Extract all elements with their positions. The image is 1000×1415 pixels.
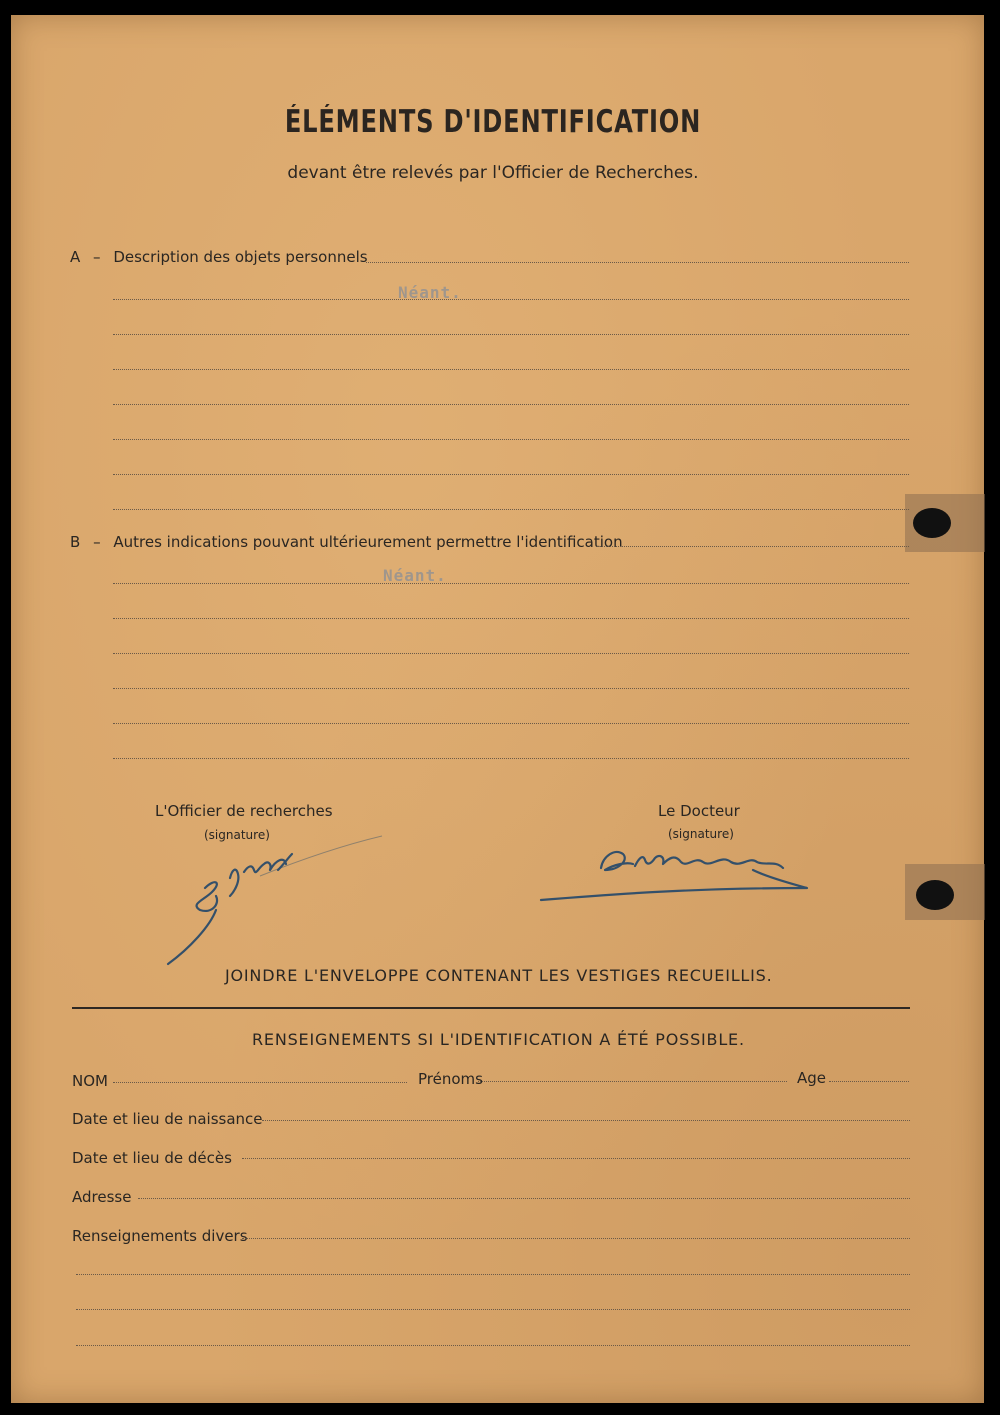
- section-b-letter: B: [70, 533, 81, 551]
- divers-field[interactable]: [76, 1345, 910, 1346]
- doctor-title: Le Docteur: [658, 802, 740, 820]
- section-a-letter: A: [70, 248, 81, 266]
- divers-field[interactable]: [242, 1238, 910, 1239]
- section-divider: [72, 1007, 910, 1009]
- section-a-line: [113, 404, 909, 405]
- divers-label: Renseignements divers: [72, 1227, 248, 1245]
- section-b-line: [113, 653, 909, 654]
- section-a-line: [113, 299, 909, 300]
- section-a-line: [113, 474, 909, 475]
- doctor-signature-note: (signature): [668, 827, 734, 841]
- section-a-dash: –: [93, 248, 101, 266]
- identification-heading: RENSEIGNEMENTS SI L'IDENTIFICATION A ÉTÉ POSSIBLE.: [252, 1030, 745, 1049]
- page-subtitle: devant être relevés par l'Officier de Recherches.: [287, 163, 699, 183]
- punch-hole-bottom: [916, 880, 954, 910]
- punch-hole-top: [913, 508, 951, 538]
- adresse-label: Adresse: [72, 1188, 132, 1206]
- section-b-heading: [70, 533, 623, 551]
- section-a-label: Description des objets personnels: [113, 248, 368, 266]
- section-b-line: [113, 618, 909, 619]
- page-title: ÉLÉMENTS D'IDENTIFICATION: [284, 104, 702, 140]
- section-a-line: [113, 334, 909, 335]
- section-a-stamp: Néant.: [398, 283, 462, 302]
- nom-label: NOM: [72, 1072, 108, 1090]
- deces-field[interactable]: [242, 1158, 910, 1159]
- naissance-label: Date et lieu de naissance: [72, 1110, 263, 1128]
- envelope-instruction: JOINDRE L'ENVELOPPE CONTENANT LES VESTIGES RECUEILLIS.: [225, 966, 773, 985]
- officer-signature: [160, 830, 390, 970]
- section-b-line: [113, 583, 909, 584]
- divers-field[interactable]: [76, 1274, 910, 1275]
- section-b-stamp: Néant.: [383, 566, 447, 585]
- divers-field[interactable]: [76, 1309, 910, 1310]
- section-a-line: [113, 509, 909, 510]
- adresse-field[interactable]: [138, 1198, 910, 1199]
- section-b-line: [113, 758, 909, 759]
- age-field[interactable]: [829, 1081, 909, 1082]
- form-sheet: [11, 15, 984, 1403]
- section-a-line: [366, 262, 909, 263]
- section-b-line: [597, 546, 909, 547]
- prenoms-field[interactable]: [478, 1081, 787, 1082]
- section-b-dash: –: [93, 533, 101, 551]
- officer-signature-note: (signature): [204, 828, 270, 842]
- prenoms-label: Prénoms: [418, 1070, 483, 1088]
- section-a-line: [113, 369, 909, 370]
- deces-label: Date et lieu de décès: [72, 1149, 232, 1167]
- section-b-line: [113, 688, 909, 689]
- section-b-label: Autres indications pouvant ultérieurement permettre l'identification: [113, 533, 623, 551]
- section-b-line: [113, 723, 909, 724]
- section-a-heading: [70, 248, 368, 266]
- naissance-field[interactable]: [262, 1120, 910, 1121]
- officer-title: L'Officier de recherches: [155, 802, 333, 820]
- section-a-line: [113, 439, 909, 440]
- nom-field[interactable]: [113, 1082, 407, 1083]
- age-label: Age: [797, 1069, 827, 1087]
- doctor-signature: [535, 840, 825, 910]
